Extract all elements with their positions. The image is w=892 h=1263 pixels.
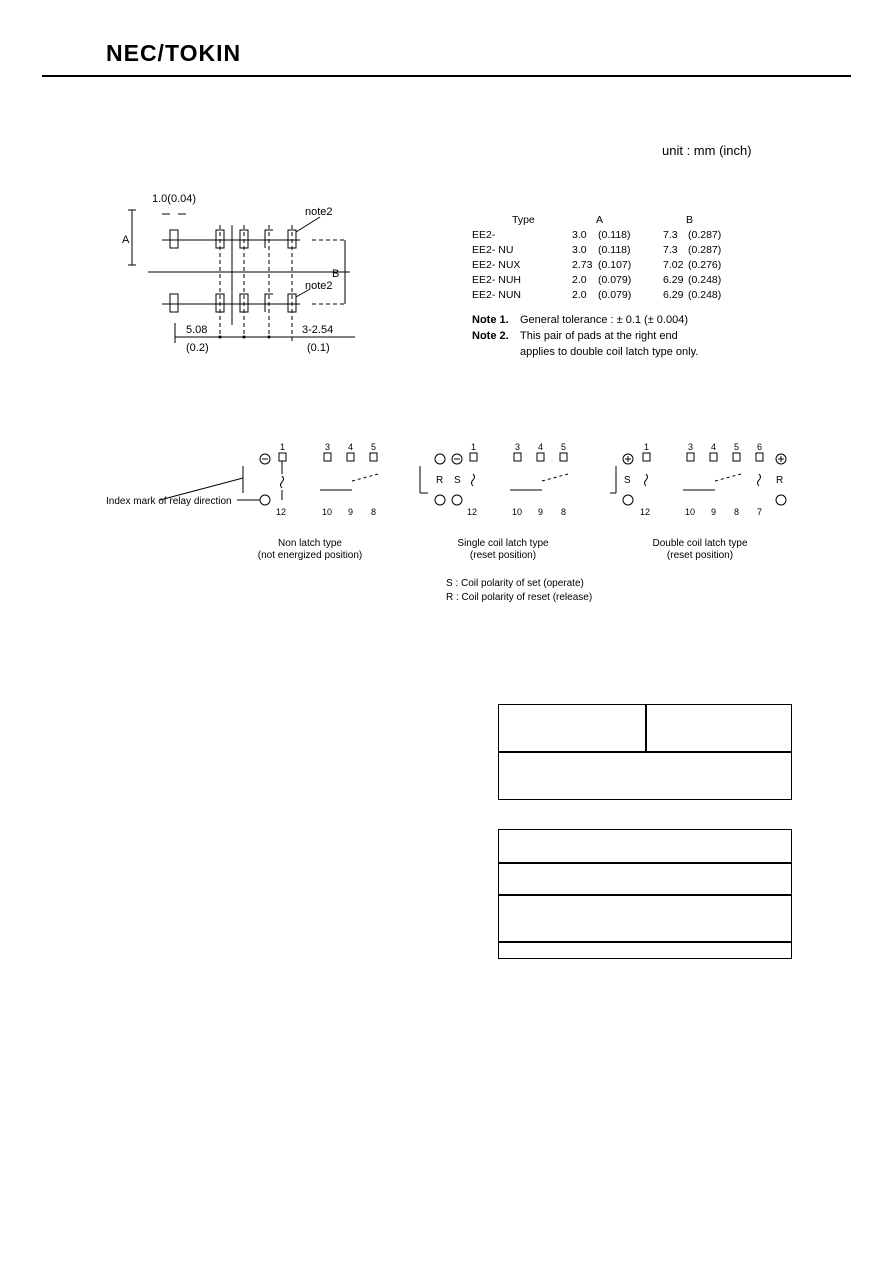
svg-text:1: 1 — [471, 442, 477, 452]
svg-text:1: 1 — [644, 442, 650, 452]
svg-text:9: 9 — [711, 507, 717, 517]
legend-set: S : Coil polarity of set (operate) — [446, 578, 584, 589]
double-coil-subtitle: (reset position) — [666, 550, 734, 561]
note-1: Note 1. General tolerance : ± 0.1 (± 0.004) — [472, 314, 688, 326]
note2-bottom-label: note2 — [305, 280, 333, 292]
dim-right-inch: (0.1) — [307, 342, 330, 354]
pcb-pad-drawing — [100, 185, 370, 365]
note-2-continued: applies to double coil latch type only. — [520, 346, 699, 358]
svg-text:9: 9 — [348, 507, 354, 517]
svg-text:3: 3 — [688, 442, 694, 452]
svg-text:8: 8 — [734, 507, 740, 517]
box-divider — [499, 751, 791, 753]
empty-box-lower — [498, 829, 792, 959]
dim-b-label: B — [332, 268, 340, 280]
header-rule — [42, 75, 851, 77]
svg-text:8: 8 — [371, 507, 377, 517]
svg-text:S: S — [624, 475, 631, 486]
svg-text:10: 10 — [685, 507, 696, 517]
empty-box-upper — [498, 704, 792, 800]
svg-text:9: 9 — [538, 507, 544, 517]
svg-text:5: 5 — [561, 442, 567, 452]
svg-text:4: 4 — [538, 442, 544, 452]
box-divider — [499, 894, 791, 896]
svg-text:5: 5 — [371, 442, 377, 452]
note2-top-label: note2 — [305, 206, 333, 218]
unit-label: unit : mm (inch) — [662, 143, 752, 158]
box-divider — [499, 941, 791, 943]
svg-text:R: R — [776, 475, 784, 486]
svg-text:1: 1 — [280, 442, 286, 452]
svg-text:3: 3 — [325, 442, 331, 452]
svg-text:4: 4 — [711, 442, 717, 452]
index-mark-label: Index mark of relay direction — [106, 496, 232, 507]
note-2: Note 2. This pair of pads at the right end — [472, 330, 678, 342]
non-latch-title: Non latch type — [278, 538, 342, 549]
box-divider — [645, 705, 647, 751]
dim-left-inch: (0.2) — [186, 342, 209, 354]
notes-block — [472, 312, 698, 360]
dim-right-mm: 3-2.54 — [302, 324, 334, 336]
svg-text:10: 10 — [322, 507, 333, 517]
svg-text:12: 12 — [276, 507, 287, 517]
legend-reset: R : Coil polarity of reset (release) — [446, 592, 593, 603]
single-coil-title: Single coil latch type — [457, 538, 549, 549]
svg-text:12: 12 — [467, 507, 478, 517]
single-coil-subtitle: (reset position) — [469, 550, 537, 561]
terminal-schematics — [100, 438, 800, 613]
brand-logo: NEC/TOKIN — [106, 40, 242, 66]
box-divider — [499, 862, 791, 864]
svg-text:5: 5 — [734, 442, 740, 452]
svg-text:4: 4 — [348, 442, 354, 452]
dim-a-label: A — [122, 234, 130, 246]
dim-left-mm: 5.08 — [186, 324, 208, 336]
svg-text:10: 10 — [512, 507, 523, 517]
svg-text:R: R — [436, 475, 444, 486]
double-coil-title: Double coil latch type — [652, 538, 748, 549]
svg-text:S: S — [454, 475, 461, 486]
svg-text:3: 3 — [515, 442, 521, 452]
pitch-label: 1.0(0.04) — [152, 193, 197, 205]
svg-text:12: 12 — [640, 507, 651, 517]
svg-text:8: 8 — [561, 507, 567, 517]
non-latch-subtitle: (not energized position) — [257, 550, 363, 561]
svg-text:7: 7 — [757, 507, 763, 517]
svg-text:6: 6 — [757, 442, 763, 452]
